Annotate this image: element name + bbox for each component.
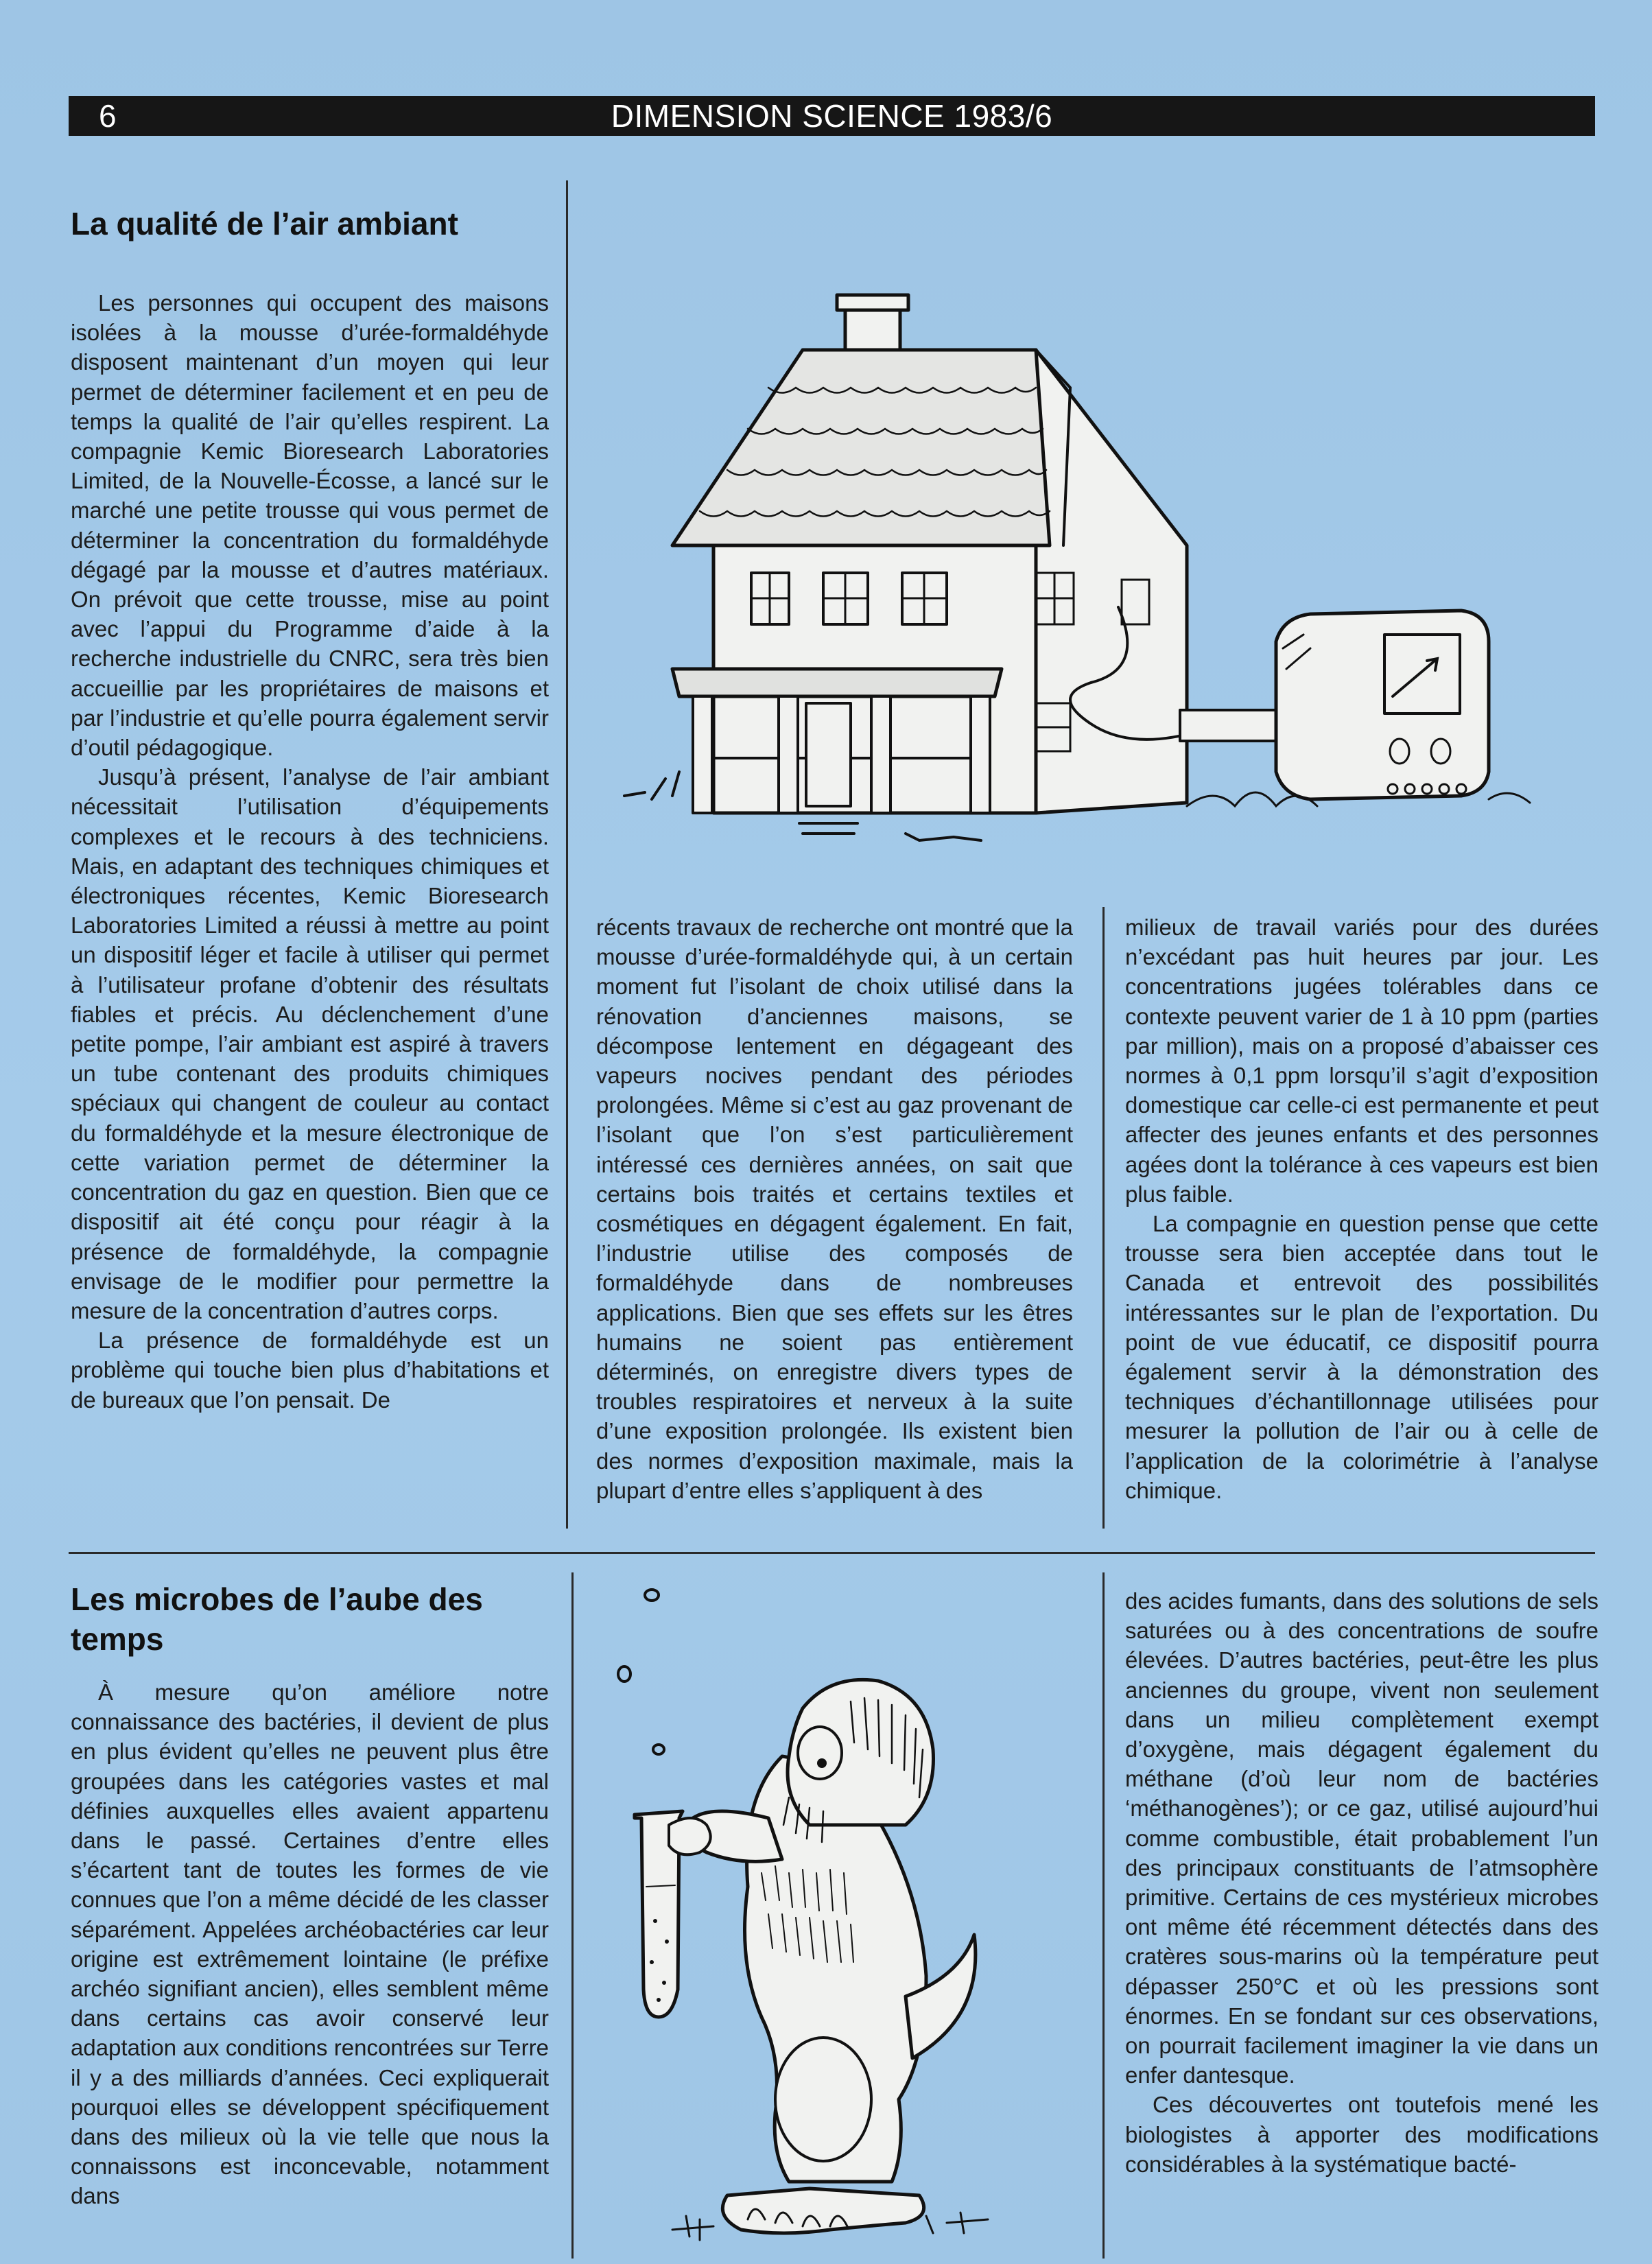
article-column bbox=[1125, 912, 1598, 1505]
page-number: 6 bbox=[99, 98, 117, 134]
header-bar bbox=[69, 96, 1595, 136]
article-column bbox=[596, 912, 1073, 1505]
column-rule bbox=[1102, 1572, 1105, 2259]
paragraph: Les personnes qui occupent des maisons isolées à la mousse d’urée-formaldéhyde disposent maintenant d’un moyen qui leur permet de déterminer facilement et en peu de temps la qualité de l’air qu’elles respirent. La compagnie Kemic Bioresearch Laboratories Limited, de la Nouvelle-Écosse, a lancé sur le marché une petite trousse qui vous permet de déterminer la concentration du formaldéhyde dégagé par la mousse et d’autres matériaux. On prévoit que cette trousse, mise au point avec l’appui du Programme d’aide à la recherche industrielle du CNRC, sera très bien accueillie par les propriétaires de maisons et par l’industrie et qu’elle pourra également servir d’outil pédagogique. bbox=[71, 290, 549, 761]
paragraph: récents travaux de recherche ont montré que la mousse d’urée-formaldéhyde qui, à un certain moment fut l’isolant de choix utilisé dans la rénovation d’anciennes maisons, se décompose lentement en dégageant des vapeurs nocives pendant des périodes prolongées. Même si c’est au gaz provenant de l’isolant que l’on s’est particulièrement intéressé ces dernières années, on sait que certains bois traités et certains textiles et cosmétiques en dégagent également. En fait, l’industrie utilise des composés de formaldéhyde dans de nombreuses applications. Bien que ses effets sur les êtres humains ne soient pas entièrement déterminés, on enregistre divers types de troubles respiratoires et nerveux à la suite d’une exposition prolongée. Ils existent bien des normes d’exposition maximale, mais la plupart d’entre elles s’appliquent à des bbox=[596, 915, 1073, 1503]
paragraph: des acides fumants, dans des solutions de sels saturées ou à des concentrations de soufre élevées. D’autres bactéries, peut-être les plus anciennes du groupe, vivent non seulement dans un milieu complètement exempt d’oxygène, mais dégagent également du méthane (d’où leur nom de bactéries ‘méthanogènes’); or ce gaz, utilisé aujourd’hui comme combustible, était probablement l’un des principaux constituants de l’atmsophère primitive. Certains de ces mystérieux microbes ont même été récemment détectés dans des cratères sous-marins où la température peut dépasser 250°C et où les pressions sont énormes. En se fondant sur ces observations, on pourrait facilement imaginer la vie dans un enfer dantesque. bbox=[1125, 1588, 1598, 2088]
paragraph: Jusqu’à présent, l’analyse de l’air ambiant nécessitait l’utilisation d’équipements complexes et le recours à des techniciens. Mais, en adaptant des techniques chimiques et électroniques récentes, Kemic Bioresearch Laboratories Limited a réussi à mettre au point un dispositif léger et facile à utiliser qui permet à l’utilisateur profane d’obtenir des résultats fiables et précis. Au déclenchement d’une petite pompe, l’air ambiant est aspiré à travers un tube contenant des produits chimiques spéciaux qui changent de couleur au contact du formaldéhyde et la mesure électronique de cette variation permet de déterminer la concentration du gaz en question. Bien que ce dispositif ait été conçu pour réagir à la présence de formaldéhyde, la compagnie envisage de le modifier pour permettre la mesure de la concentration d’autres corps. bbox=[71, 764, 549, 1323]
column-rule bbox=[571, 1572, 574, 2259]
column-rule bbox=[1102, 907, 1105, 1529]
creature-test-tube-illustration bbox=[604, 1578, 1070, 2264]
section-divider bbox=[69, 1552, 1595, 1554]
column-rule bbox=[566, 180, 568, 1529]
article-title: La qualité de l’air ambiant bbox=[71, 206, 458, 241]
article-column bbox=[71, 1677, 549, 2211]
paragraph: La compagnie en question pense que cette trousse sera bien acceptée dans tout le Canada et entrevoit des possibilités intéressantes sur le plan de l’exportation. Du point de vue éducatif, ce dispositif pourra également servir à la démonstration des techniques d’échantillonnage utilisées pour mesurer la pollution de l’air ou à celle de l’application de la colorimétrie à l’analyse chimique. bbox=[1125, 1211, 1598, 1503]
paragraph: À mesure qu’on améliore notre connaissance des bactéries, il devient de plus en plus évident qu’elles ne peuvent plus être groupées dans les catégories vastes et mal définies auxquelles elles avaient appartenu dans le passé. Certaines d’entre elles s’écartent tant de toutes les formes de vie connues que l’on a même décidé de les classer séparément. Appelées archéobactéries car leur origine est extrêmement lointaine (le préfixe archéo signifiant ancien), elles semblent même dans certains cas avoir conservé leur adaptation aux conditions rencontrées sur Terre il y a des milliards d’années. Ceci expliquerait pourquoi elles se développent spécifiquement dans des milieux où la vie telle que nous la connaissons est inconcevable, notamment dans bbox=[71, 1679, 549, 2209]
paragraph: La présence de formaldéhyde est un problème qui touche bien plus d’habitations et de bureaux que l’on pensait. De bbox=[71, 1328, 549, 1413]
house-meter-illustration bbox=[597, 285, 1571, 847]
article-column bbox=[71, 288, 549, 1415]
paragraph: milieux de travail variés pour des durées n’excédant pas huit heures par jour. Les concentrations jugées tolérables dans ce contexte peuvent varier de 1 à 10 ppm (parties par million), mais on a proposé d’abaisser ces normes à 0,1 ppm lorsqu’il s’agit d’exposition domestique car celle-ci est permanente et peut affecter des jeunes enfants et des personnes agées dont la tolérance à ces vapeurs est bien plus faible. bbox=[1125, 915, 1598, 1207]
article-column bbox=[1125, 1586, 1598, 2179]
paragraph: Ces découvertes ont toutefois mené les biologistes à apporter des modifications considérables à la systématique bacté- bbox=[1125, 2092, 1598, 2177]
article-title: Les microbes de l’aube des temps bbox=[71, 1581, 483, 1657]
publication-title: DIMENSION SCIENCE 1983/6 bbox=[611, 98, 1053, 134]
